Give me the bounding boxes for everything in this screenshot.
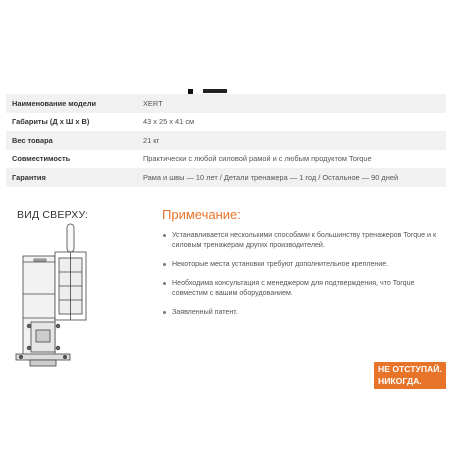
spec-label: Гарантия [12,172,46,182]
list-item: Необходима консультация с менеджером для подтверждения, что Torque совместим с вашим оборудованием. [162,278,450,298]
table-row [6,94,446,113]
spec-value: 21 кг [143,135,160,145]
logo-square [188,89,193,94]
motto-line-2: НИКОГДА. [378,376,422,386]
spec-label: Габариты (Д x Ш x В) [12,117,90,127]
table-row [6,113,446,132]
spec-label: Совместимость [12,154,71,164]
table-row [6,168,446,187]
table-row [6,150,446,169]
top-view-heading: ВИД СВЕРХУ: [17,209,89,221]
spec-value: Рама и швы — 10 лет / Детали тренажера — 1 год / Остальное — 90 дней [143,172,399,182]
spec-value: 43 x 25 x 41 см [143,117,195,127]
motto-line-1: НЕ ОТСТУПАЙ. [378,364,442,374]
spec-label: Вес товара [12,135,53,145]
specs-table [6,94,446,187]
logo-bar [203,89,227,93]
list-item: Некоторые места установки требуют дополнительное крепление. [162,259,450,269]
notes-list [162,230,450,326]
top-view-drawing [6,222,106,372]
drawing-pin [67,224,74,252]
list-item: Заявленный патент. [162,307,450,317]
spec-label: Наименование модели [12,98,97,108]
motto-badge [374,362,446,389]
list-item: Устанавливается несколькими способами к большинству тренажеров Torque и к силовым тренажерам других производителей. [162,230,450,250]
table-row [6,131,446,150]
note-title: Примечание: [162,207,241,222]
drawing-base [16,354,70,360]
spec-value: Практически с любой силовой рамой и с любым продуктом Torque [143,154,372,164]
spec-value: XERT [143,98,163,108]
